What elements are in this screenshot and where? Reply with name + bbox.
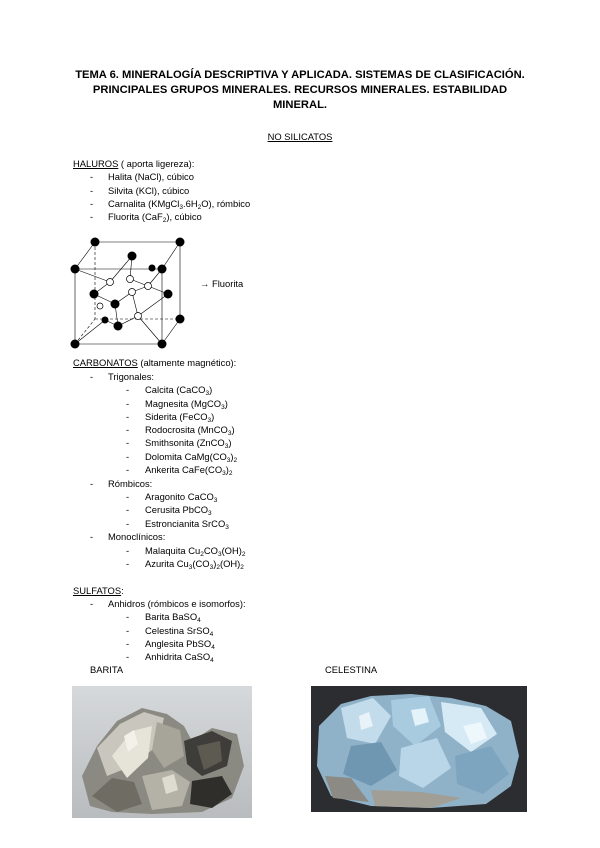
haluros-item-2: Silvita (KCl), cúbico (108, 185, 190, 196)
formula-text: ) (213, 558, 217, 569)
anhidros-label: Anhidros (rómbicos e isomorfos): (108, 598, 246, 609)
trigonal-item-2 (145, 398, 228, 410)
bullet-dash: - (90, 185, 94, 196)
trigonal-item-4 (145, 424, 235, 436)
formula-text: Azurita Cu (145, 558, 189, 569)
bullet-dash: - (126, 424, 130, 435)
formula-text: Calcita (CaCO (145, 384, 206, 395)
title-line-3: MINERAL. (272, 99, 328, 111)
formula-text: CO (203, 545, 218, 556)
bullet-dash: - (90, 598, 94, 609)
sulfatos-note: : (121, 585, 124, 596)
formula-text: .6H (183, 198, 198, 209)
formula-text: Anhidrita CaSO (145, 651, 211, 662)
formula-subscript: 3 (213, 497, 218, 504)
formula-text: ) (225, 464, 229, 475)
formula-text: Estroncianita SrCO (145, 518, 226, 529)
bullet-dash: - (126, 451, 130, 462)
trigonal-item-6 (145, 451, 237, 463)
monoclinicos-label: Monoclínicos: (108, 531, 166, 542)
bullet-dash: - (90, 171, 94, 182)
celestina-crystal-image (311, 686, 527, 812)
formula-text: Anglesita PbSO (145, 638, 212, 649)
formula-subscript: 2 (233, 457, 238, 464)
bullet-dash: - (126, 638, 130, 649)
formula-subscript: 4 (209, 631, 214, 638)
barita-caption: BARITA (90, 664, 124, 675)
formula-subscript: 3 (221, 404, 225, 411)
fluorita-structure-diagram (70, 234, 195, 350)
formula-subscript: 3 (207, 417, 212, 424)
formula-subscript: 3 (217, 551, 222, 558)
formula-subscript: 2 (216, 564, 220, 571)
formula-subscript: 3 (225, 524, 229, 531)
formula-text: Celestina SrSO (145, 625, 210, 636)
bullet-dash: - (126, 611, 130, 622)
formula-subscript: 3 (226, 457, 231, 464)
section-heading: NO SILICATOS (267, 131, 333, 142)
document-title (60, 68, 540, 113)
haluros-item-3 (108, 198, 250, 210)
formula-text: ) (211, 411, 215, 422)
bullet-dash: - (126, 504, 130, 515)
formula-text: Siderita (FeCO (145, 411, 208, 422)
formula-subscript: 2 (240, 564, 244, 571)
formula-text: (OH) (219, 558, 241, 569)
formula-text: Rodocrosita (MnCO (145, 424, 228, 435)
formula-subscript: 2 (200, 551, 204, 558)
formula-subscript: 2 (228, 470, 233, 477)
bullet-dash: - (90, 371, 94, 382)
formula-subscript: 4 (210, 657, 214, 664)
celestina-photo (311, 686, 527, 812)
haluros-item-4 (108, 211, 202, 223)
anhidro-item-4 (145, 651, 214, 663)
formula-text: ) (228, 437, 232, 448)
formula-subscript: 3 (205, 390, 210, 397)
formula-text: ), cúbico (166, 211, 202, 222)
barita-crystal-image (72, 686, 252, 818)
formula-subscript: 3 (209, 564, 214, 571)
bullet-dash: - (126, 491, 130, 502)
formula-text: Dolomita CaMg(CO (145, 451, 227, 462)
haluros-item-1: Halita (NaCl), cúbico (108, 171, 194, 182)
carbonatos-note: (altamente magnético): (137, 357, 237, 368)
bullet-dash: - (126, 464, 130, 475)
trigonal-item-7 (145, 464, 232, 476)
diagram-label: → Fluorita (200, 278, 244, 289)
formula-text: Aragonito CaCO (145, 491, 214, 502)
formula-text: O), rómbico (201, 198, 251, 209)
rombico-item-2 (145, 504, 212, 516)
haluros-heading-line (73, 158, 194, 170)
formula-subscript: 3 (224, 443, 229, 450)
monoclinico-item-2 (145, 558, 244, 570)
trigonales-label: Trigonales: (108, 371, 155, 382)
formula-text: ) (230, 451, 234, 462)
formula-subscript: 4 (211, 644, 215, 651)
bullet-dash: - (126, 651, 130, 662)
rombicos-label: Rómbicos: (108, 478, 153, 489)
anhidro-item-1 (145, 611, 201, 623)
monoclinico-item-1 (145, 545, 246, 557)
formula-text: Magnesita (MgCO (145, 398, 222, 409)
bullet-dash: - (126, 545, 130, 556)
formula-text: Barita BaSO (145, 611, 198, 622)
rombico-item-3 (145, 518, 229, 530)
formula-subscript: 3 (208, 510, 212, 517)
formula-text: (OH) (221, 545, 242, 556)
formula-text: Smithsonita (ZnCO (145, 437, 225, 448)
bullet-dash: - (126, 625, 130, 636)
bullet-dash: - (126, 437, 130, 448)
formula-text: Ankerita CaFe(CO (145, 464, 223, 475)
formula-subscript: 2 (162, 217, 167, 224)
formula-subscript: 3 (179, 204, 183, 211)
formula-subscript: 3 (222, 470, 226, 477)
formula-text: Malaquita Cu (145, 545, 201, 556)
bullet-dash: - (126, 384, 130, 395)
bullet-dash: - (126, 411, 130, 422)
bullet-dash: - (126, 398, 130, 409)
formula-text: ) (231, 424, 235, 435)
bullet-dash: - (90, 478, 94, 489)
haluros-note: ( aporta ligereza): (118, 158, 195, 169)
anhidro-item-2 (145, 625, 213, 637)
carbonatos-heading-line (73, 357, 236, 369)
trigonal-item-5 (145, 437, 231, 449)
formula-text: (CO (192, 558, 210, 569)
bullet-dash: - (126, 558, 130, 569)
formula-subscript: 3 (188, 564, 193, 571)
formula-text: Fluorita (CaF (108, 211, 163, 222)
formula-subscript: 2 (241, 551, 246, 558)
formula-subscript: 3 (227, 430, 232, 437)
anhidro-item-3 (145, 638, 215, 650)
formula-subscript: 2 (197, 204, 202, 211)
trigonal-item-1 (145, 384, 212, 396)
celestina-caption: CELESTINA (325, 664, 378, 675)
formula-text: ) (224, 398, 228, 409)
bullet-dash: - (126, 518, 130, 529)
bullet-dash: - (90, 198, 94, 209)
formula-subscript: 4 (197, 617, 201, 624)
bullet-dash: - (90, 531, 94, 542)
title-line-2: PRINCIPALES GRUPOS MINERALES. RECURSOS MINERALES. ESTABILIDAD (92, 84, 508, 96)
formula-text: Carnalita (KMgCl (108, 198, 180, 209)
trigonal-item-3 (145, 411, 214, 423)
haluros-heading: HALUROS (73, 158, 119, 169)
title-line-1: TEMA 6. MINERALOGÍA DESCRIPTIVA Y APLICADA. SISTEMAS DE CLASIFICACIÓN. (75, 69, 525, 81)
sulfatos-heading-line (73, 585, 124, 597)
formula-text: ) (209, 384, 213, 395)
barita-photo (72, 686, 252, 818)
formula-text: Cerusita PbCO (145, 504, 209, 515)
carbonatos-heading: CARBONATOS (73, 357, 138, 368)
bullet-dash: - (90, 211, 94, 222)
rombico-item-1 (145, 491, 217, 503)
sulfatos-heading: SULFATOS (73, 585, 122, 596)
